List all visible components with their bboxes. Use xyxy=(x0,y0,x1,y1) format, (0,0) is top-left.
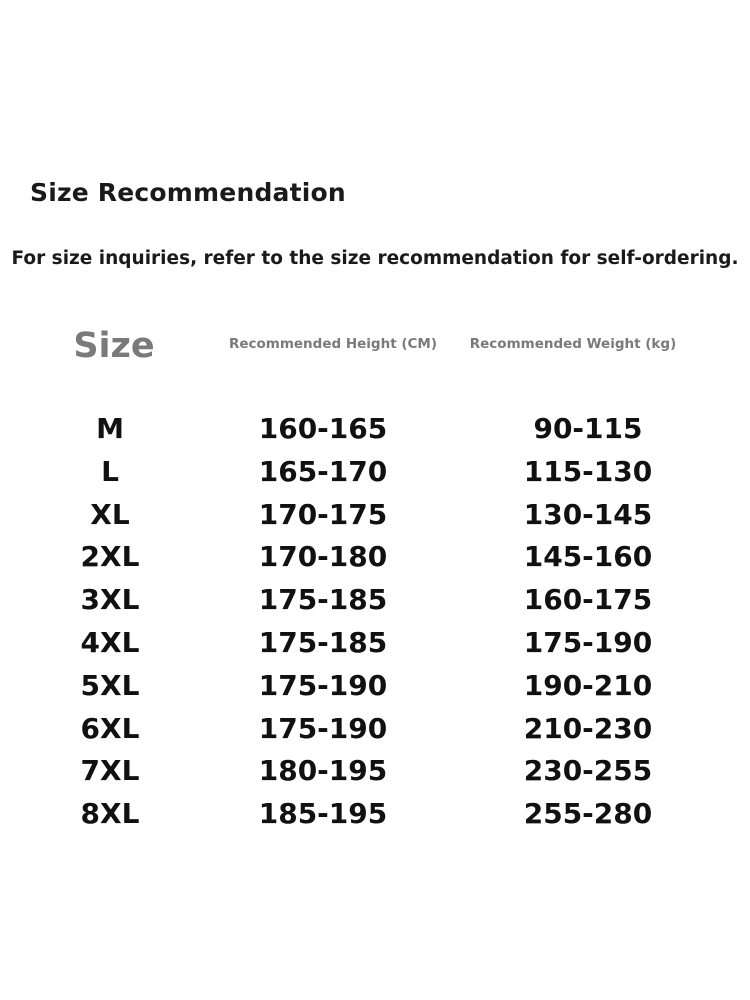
cell-height: 170-180 xyxy=(258,540,388,574)
cell-weight: 255-280 xyxy=(523,797,653,831)
page-title: Size Recommendation xyxy=(30,178,346,207)
cell-size: 5XL xyxy=(80,668,140,702)
cell-size: L xyxy=(101,454,119,488)
table-header-row xyxy=(0,322,750,372)
cell-height: 185-195 xyxy=(258,797,388,831)
cell-weight: 175-190 xyxy=(523,625,653,659)
cell-size: 3XL xyxy=(80,583,140,617)
cell-size: 4XL xyxy=(80,625,140,659)
cell-weight: 115-130 xyxy=(523,454,653,488)
cell-size: 6XL xyxy=(80,711,140,745)
cell-size: XL xyxy=(90,497,130,531)
cell-size: M xyxy=(96,412,124,445)
cell-height: 165-170 xyxy=(258,454,388,488)
table-row xyxy=(0,451,750,494)
cell-height: 180-195 xyxy=(258,754,388,788)
cell-weight: 160-175 xyxy=(523,583,653,617)
page-subtitle: For size inquiries, refer to the size recommendation for self-ordering. xyxy=(11,248,739,269)
header-size: Size xyxy=(73,326,155,366)
cell-height: 170-175 xyxy=(258,497,388,531)
table-row xyxy=(0,408,750,451)
cell-size: 2XL xyxy=(80,540,140,574)
cell-size: 7XL xyxy=(80,754,140,788)
table-row xyxy=(0,494,750,537)
table-row xyxy=(0,708,750,751)
cell-weight: 230-255 xyxy=(523,754,653,788)
cell-weight: 130-145 xyxy=(523,497,653,531)
cell-weight: 190-210 xyxy=(523,668,653,702)
cell-height: 175-190 xyxy=(258,711,388,745)
header-height: Recommended Height (CM) xyxy=(228,336,438,352)
table-row xyxy=(0,579,750,622)
header-weight: Recommended Weight (kg) xyxy=(469,336,677,352)
table-row xyxy=(0,793,750,836)
cell-height: 175-185 xyxy=(258,583,388,617)
cell-height: 175-190 xyxy=(258,668,388,702)
cell-weight: 210-230 xyxy=(523,711,653,745)
size-table-body xyxy=(0,408,750,836)
table-row xyxy=(0,665,750,708)
table-row xyxy=(0,750,750,793)
cell-height: 175-185 xyxy=(258,625,388,659)
table-row xyxy=(0,536,750,579)
cell-height: 160-165 xyxy=(258,412,388,445)
table-row xyxy=(0,622,750,665)
cell-size: 8XL xyxy=(80,797,140,831)
cell-weight: 90-115 xyxy=(533,412,643,445)
cell-weight: 145-160 xyxy=(523,540,653,574)
